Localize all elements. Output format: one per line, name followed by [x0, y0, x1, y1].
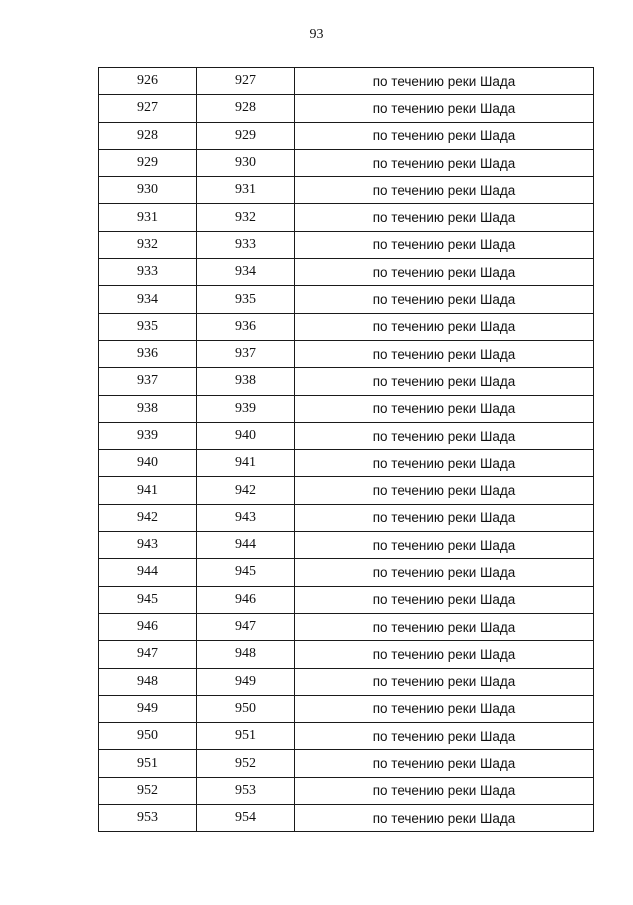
table-row: [99, 695, 594, 722]
table-row: [99, 149, 594, 176]
point-from-cell: 948: [99, 668, 197, 695]
boundary-description-cell: по течению реки Шада: [295, 286, 594, 313]
point-from-cell: 936: [99, 340, 197, 367]
point-to-cell: 949: [197, 668, 295, 695]
point-from-cell: 928: [99, 122, 197, 149]
point-from-cell: 942: [99, 504, 197, 531]
point-to-cell: 937: [197, 340, 295, 367]
table-row: [99, 532, 594, 559]
point-from-cell: 952: [99, 777, 197, 804]
table-row: [99, 122, 594, 149]
table-row: [99, 395, 594, 422]
point-to-cell: 952: [197, 750, 295, 777]
point-to-cell: 943: [197, 504, 295, 531]
boundary-description-cell: по течению реки Шада: [295, 122, 594, 149]
point-from-cell: 926: [99, 68, 197, 95]
table-body: [99, 68, 594, 832]
page-number: 93: [309, 27, 324, 42]
boundary-description-cell: по течению реки Шада: [295, 95, 594, 122]
boundary-description-cell: по течению реки Шада: [295, 559, 594, 586]
point-to-cell: 936: [197, 313, 295, 340]
boundary-description-cell: по течению реки Шада: [295, 750, 594, 777]
point-from-cell: 944: [99, 559, 197, 586]
table-row: [99, 477, 594, 504]
table-row: [99, 231, 594, 258]
boundary-description-cell: по течению реки Шада: [295, 641, 594, 668]
table-row: [99, 313, 594, 340]
boundary-description-cell: по течению реки Шада: [295, 586, 594, 613]
point-to-cell: 934: [197, 259, 295, 286]
point-to-cell: 929: [197, 122, 295, 149]
point-from-cell: 933: [99, 259, 197, 286]
boundary-description-cell: по течению реки Шада: [295, 450, 594, 477]
boundary-description-cell: по течению реки Шада: [295, 668, 594, 695]
point-from-cell: 931: [99, 204, 197, 231]
point-from-cell: 929: [99, 149, 197, 176]
boundary-description-cell: по течению реки Шада: [295, 422, 594, 449]
boundary-description-cell: по течению реки Шада: [295, 68, 594, 95]
table-row: [99, 177, 594, 204]
point-to-cell: 940: [197, 422, 295, 449]
point-to-cell: 953: [197, 777, 295, 804]
point-from-cell: 927: [99, 95, 197, 122]
point-from-cell: 935: [99, 313, 197, 340]
point-to-cell: 954: [197, 805, 295, 832]
boundary-description-cell: по течению реки Шада: [295, 504, 594, 531]
point-to-cell: 941: [197, 450, 295, 477]
table-row: [99, 805, 594, 832]
table-row: [99, 750, 594, 777]
table-row: [99, 204, 594, 231]
boundary-description-cell: по течению реки Шада: [295, 340, 594, 367]
boundary-description-cell: по течению реки Шада: [295, 149, 594, 176]
point-from-cell: 930: [99, 177, 197, 204]
table-row: [99, 668, 594, 695]
table-row: [99, 368, 594, 395]
point-from-cell: 947: [99, 641, 197, 668]
boundary-description-cell: по течению реки Шада: [295, 695, 594, 722]
table-row: [99, 504, 594, 531]
point-to-cell: 928: [197, 95, 295, 122]
table-row: [99, 422, 594, 449]
point-to-cell: 930: [197, 149, 295, 176]
point-from-cell: 945: [99, 586, 197, 613]
boundary-description-cell: по течению реки Шада: [295, 723, 594, 750]
point-to-cell: 945: [197, 559, 295, 586]
point-from-cell: 949: [99, 695, 197, 722]
point-from-cell: 932: [99, 231, 197, 258]
boundary-description-cell: по течению реки Шада: [295, 368, 594, 395]
table-row: [99, 559, 594, 586]
point-to-cell: 933: [197, 231, 295, 258]
table-row: [99, 95, 594, 122]
boundary-description-cell: по течению реки Шада: [295, 395, 594, 422]
point-to-cell: 942: [197, 477, 295, 504]
point-from-cell: 946: [99, 613, 197, 640]
point-from-cell: 938: [99, 395, 197, 422]
boundary-description-cell: по течению реки Шада: [295, 259, 594, 286]
boundary-description-cell: по течению реки Шада: [295, 313, 594, 340]
point-from-cell: 941: [99, 477, 197, 504]
table-row: [99, 586, 594, 613]
point-to-cell: 946: [197, 586, 295, 613]
boundary-description-cell: по течению реки Шада: [295, 613, 594, 640]
table-row: [99, 68, 594, 95]
point-to-cell: 948: [197, 641, 295, 668]
table-row: [99, 286, 594, 313]
table-row: [99, 777, 594, 804]
table-row: [99, 641, 594, 668]
point-to-cell: 927: [197, 68, 295, 95]
point-from-cell: 937: [99, 368, 197, 395]
boundary-description-cell: по течению реки Шада: [295, 477, 594, 504]
point-to-cell: 932: [197, 204, 295, 231]
point-from-cell: 951: [99, 750, 197, 777]
point-to-cell: 931: [197, 177, 295, 204]
point-to-cell: 951: [197, 723, 295, 750]
boundary-description-cell: по течению реки Шада: [295, 204, 594, 231]
point-to-cell: 944: [197, 532, 295, 559]
point-from-cell: 940: [99, 450, 197, 477]
point-to-cell: 935: [197, 286, 295, 313]
point-from-cell: 943: [99, 532, 197, 559]
table-row: [99, 450, 594, 477]
point-from-cell: 934: [99, 286, 197, 313]
point-to-cell: 947: [197, 613, 295, 640]
boundary-description-cell: по течению реки Шада: [295, 177, 594, 204]
boundary-points-table: [98, 67, 594, 832]
table-row: [99, 613, 594, 640]
point-to-cell: 938: [197, 368, 295, 395]
table-row: [99, 723, 594, 750]
boundary-description-cell: по течению реки Шада: [295, 805, 594, 832]
point-to-cell: 950: [197, 695, 295, 722]
boundary-description-cell: по течению реки Шада: [295, 777, 594, 804]
table-row: [99, 259, 594, 286]
boundary-description-cell: по течению реки Шада: [295, 532, 594, 559]
boundary-description-cell: по течению реки Шада: [295, 231, 594, 258]
point-from-cell: 939: [99, 422, 197, 449]
point-from-cell: 953: [99, 805, 197, 832]
table-row: [99, 340, 594, 367]
point-from-cell: 950: [99, 723, 197, 750]
point-to-cell: 939: [197, 395, 295, 422]
